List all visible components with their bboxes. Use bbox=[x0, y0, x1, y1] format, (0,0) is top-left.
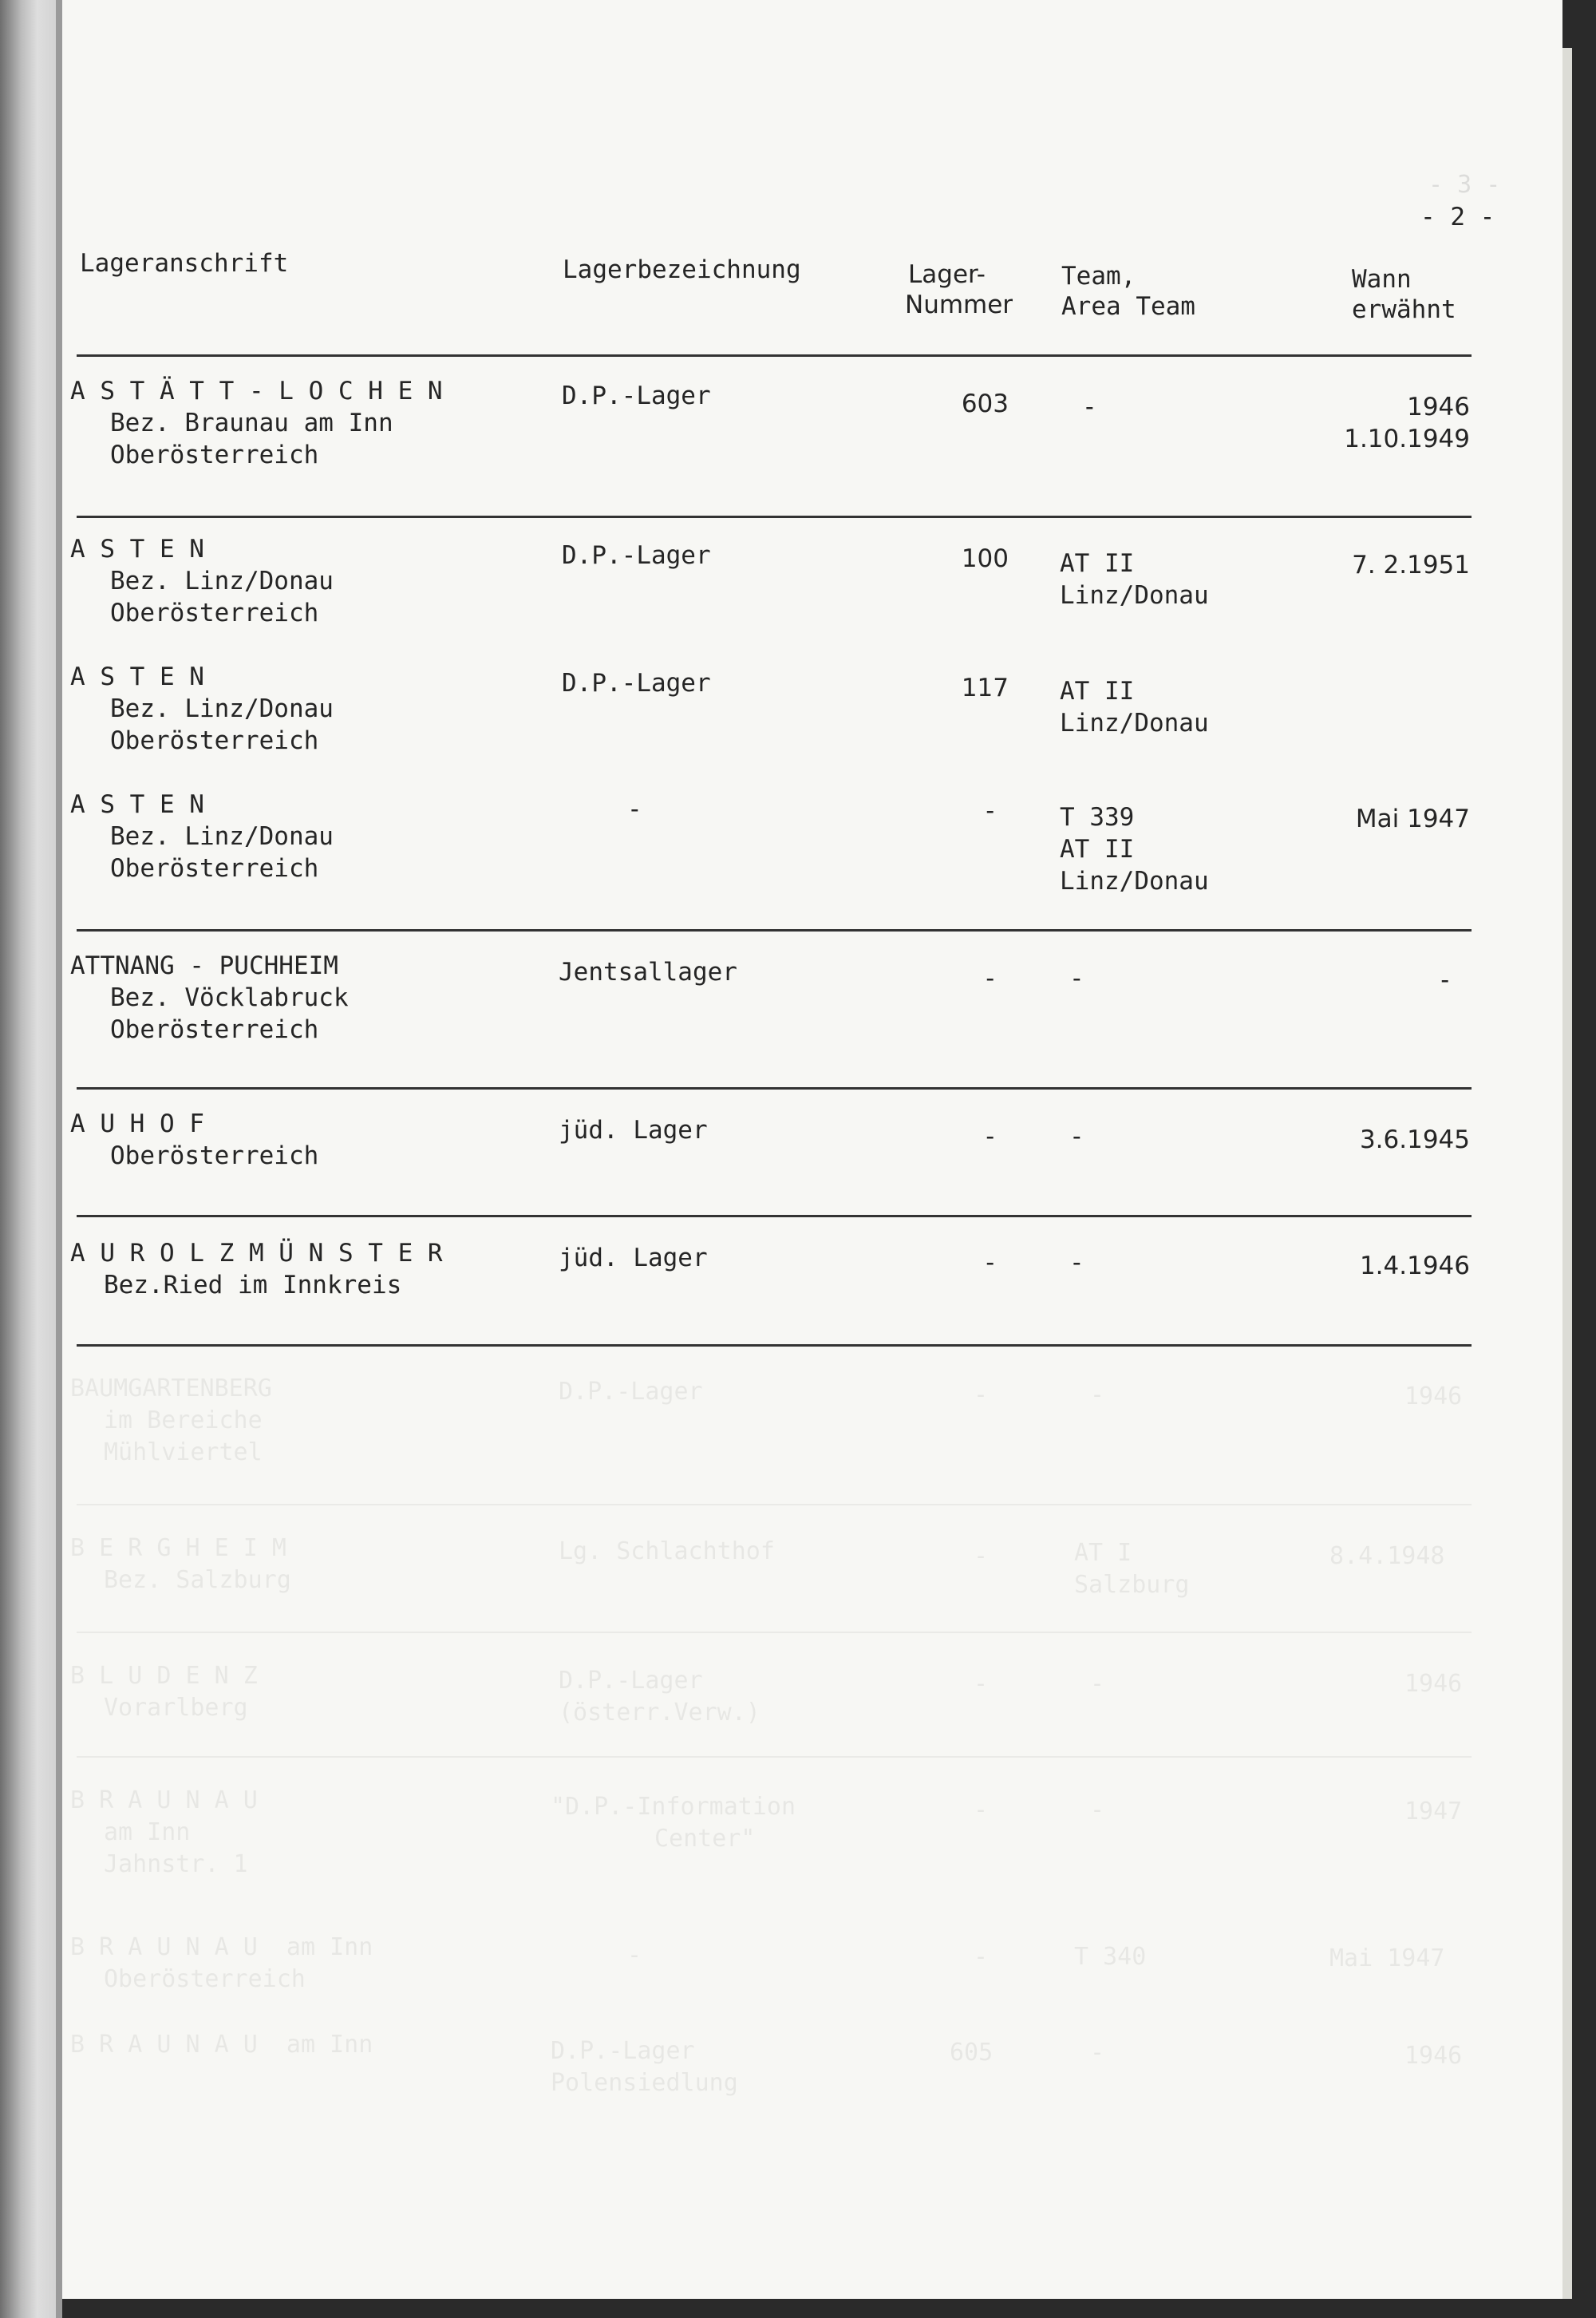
entry-place-name: A S T E N bbox=[70, 535, 204, 564]
header-number-2: Nummer bbox=[905, 291, 1013, 319]
bleed-place-name: B E R G H E I M bbox=[70, 1534, 286, 1562]
bleed-designation: D.P.-Lager bbox=[559, 1667, 703, 1695]
page-edge bbox=[1562, 48, 1572, 2318]
entry-date: 7. 2.1951 bbox=[1352, 551, 1470, 580]
header-mentioned-2: erwähnt bbox=[1352, 295, 1456, 324]
entry-district: Bez. Vöcklabruck bbox=[110, 983, 349, 1012]
bleed-district: im Bereiche bbox=[104, 1406, 263, 1434]
entry-number: - bbox=[982, 1122, 998, 1151]
bleed-team: - bbox=[1090, 1670, 1105, 1698]
entry-number: 603 bbox=[961, 390, 1009, 418]
bleed-team: T 340 bbox=[1074, 1943, 1147, 1971]
entry-district: Bez. Braunau am Inn bbox=[110, 409, 393, 437]
entry-designation: Jentsallager bbox=[559, 958, 737, 987]
bleed-place-name: B R A U N A U am Inn bbox=[70, 1933, 373, 1961]
bleed-designation: - bbox=[627, 1941, 642, 1969]
bleed-place-name: BAUMGARTENBERG bbox=[70, 1375, 272, 1402]
entry-designation: D.P.-Lager bbox=[562, 669, 711, 698]
bleed-date: 8.4.1948 bbox=[1329, 1542, 1445, 1570]
entry-team: - bbox=[1069, 1122, 1084, 1151]
entry-number: - bbox=[982, 1248, 998, 1277]
bleed-number: - bbox=[974, 1796, 989, 1824]
entry-number: 100 bbox=[961, 544, 1009, 573]
header-number-1: Lager- bbox=[908, 260, 986, 289]
entry-team: AT II bbox=[1060, 677, 1135, 706]
bleed-number: - bbox=[974, 1943, 989, 1971]
entry-place-name: A S T E N bbox=[70, 663, 204, 691]
entry-district: Bez. Linz/Donau bbox=[110, 567, 334, 595]
entry-designation: D.P.-Lager bbox=[562, 541, 711, 570]
bleed-region: Jahnstr. 1 bbox=[104, 1850, 248, 1878]
bleed-number: - bbox=[974, 1381, 989, 1409]
entry-team: - bbox=[1082, 393, 1097, 421]
entry-region: Oberösterreich bbox=[110, 1015, 319, 1044]
entry-region: Oberösterreich bbox=[110, 726, 319, 755]
bleed-designation: Lg. Schlachthof bbox=[559, 1537, 775, 1565]
entry-number: 117 bbox=[961, 674, 1009, 702]
bleed-rule bbox=[77, 1756, 1472, 1758]
bleed-district: Vorarlberg bbox=[104, 1694, 248, 1722]
row-rule bbox=[77, 1087, 1472, 1090]
spine-edge bbox=[56, 0, 62, 2318]
entry-district: Bez.Ried im Innkreis bbox=[104, 1271, 402, 1299]
entry-team: - bbox=[1069, 964, 1084, 993]
bleed-number: - bbox=[974, 1670, 989, 1698]
entry-region: Oberösterreich bbox=[110, 441, 319, 469]
entry-designation: - bbox=[627, 795, 642, 824]
bleed-place-name: B R A U N A U bbox=[70, 1786, 258, 1814]
bleed-designation-2: Polensiedlung bbox=[551, 2069, 738, 2097]
header-team-1: Team, bbox=[1061, 262, 1136, 291]
entry-date: 1946 bbox=[1407, 393, 1470, 421]
entry-place-name: A S T Ä T T - L O C H E N bbox=[70, 377, 443, 405]
bleed-rule bbox=[77, 1632, 1472, 1633]
page-number: - 2 - bbox=[1420, 203, 1495, 231]
entry-date-2: 1.10.1949 bbox=[1344, 425, 1470, 453]
bleed-designation: "D.P.-Information bbox=[551, 1793, 796, 1821]
entry-place-name: A U H O F bbox=[70, 1110, 204, 1138]
entry-district: Bez. Linz/Donau bbox=[110, 694, 334, 723]
entry-date: 1.4.1946 bbox=[1359, 1252, 1470, 1280]
entry-region: Oberösterreich bbox=[110, 599, 319, 627]
entry-region: Oberösterreich bbox=[110, 854, 319, 883]
bleed-rule bbox=[77, 1504, 1472, 1505]
entry-number: - bbox=[982, 964, 998, 993]
bleed-team: - bbox=[1090, 2039, 1105, 2067]
entry-team: - bbox=[1069, 1248, 1084, 1277]
entry-district: Bez. Linz/Donau bbox=[110, 822, 334, 851]
row-rule bbox=[77, 516, 1472, 518]
header-rule bbox=[77, 354, 1472, 357]
bleed-date: Mai 1947 bbox=[1329, 1944, 1445, 1972]
bleed-district: Bez. Salzburg bbox=[104, 1566, 291, 1594]
entry-team: AT II bbox=[1060, 549, 1135, 578]
bleed-designation-2: (österr.Verw.) bbox=[559, 1699, 760, 1727]
bleed-number: 605 bbox=[950, 2039, 994, 2067]
bleed-designation: D.P.-Lager bbox=[559, 1378, 703, 1406]
header-address: Lageranschrift bbox=[80, 249, 289, 278]
bleed-team: - bbox=[1090, 1381, 1105, 1409]
entry-designation: D.P.-Lager bbox=[562, 382, 711, 410]
entry-date: Mai 1947 bbox=[1355, 805, 1470, 833]
entry-place-name: A U R O L Z M Ü N S T E R bbox=[70, 1239, 443, 1268]
entry-place-name: A S T E N bbox=[70, 790, 204, 819]
book-spine bbox=[0, 0, 62, 2318]
bleed-date: 1946 bbox=[1404, 1670, 1463, 1698]
header-team-2: Area Team bbox=[1061, 292, 1195, 321]
entry-designation: jüd. Lager bbox=[559, 1244, 708, 1272]
entry-team-location: Linz/Donau bbox=[1060, 867, 1209, 896]
bleed-place-name: B R A U N A U am Inn bbox=[70, 2031, 373, 2059]
header-mentioned-1: Wann bbox=[1352, 265, 1412, 294]
entry-designation: jüd. Lager bbox=[559, 1116, 708, 1145]
header-designation: Lagerbezeichnung bbox=[563, 255, 801, 284]
entry-team: T 339 bbox=[1060, 803, 1135, 832]
row-rule bbox=[77, 929, 1472, 932]
entry-region: Oberösterreich bbox=[110, 1141, 319, 1170]
bleed-date: 1946 bbox=[1404, 1382, 1463, 1410]
bleed-district: am Inn bbox=[104, 1818, 191, 1846]
page-bottom-shadow bbox=[62, 2299, 1572, 2318]
bleed-designation: D.P.-Lager bbox=[551, 2037, 695, 2065]
entry-team-location: Linz/Donau bbox=[1060, 581, 1209, 610]
bleed-date: 1947 bbox=[1404, 1798, 1463, 1826]
bleed-date: 1946 bbox=[1404, 2042, 1463, 2070]
row-rule bbox=[77, 1344, 1472, 1347]
bleed-team-location: Salzburg bbox=[1074, 1571, 1190, 1599]
bleed-number: - bbox=[974, 1542, 989, 1570]
bleed-team: AT I bbox=[1074, 1539, 1132, 1567]
bleed-designation-2: Center" bbox=[654, 1825, 756, 1853]
bleed-district: Oberösterreich bbox=[104, 1965, 306, 1993]
entry-date: 3.6.1945 bbox=[1359, 1125, 1470, 1154]
entry-place-name: ATTNANG - PUCHHEIM bbox=[70, 951, 338, 980]
entry-team-location: Linz/Donau bbox=[1060, 709, 1209, 738]
bleed-team: - bbox=[1090, 1796, 1105, 1824]
bleed-place-name: B L U D E N Z bbox=[70, 1662, 258, 1690]
ghost-page-number: - 3 - bbox=[1428, 171, 1501, 199]
entry-team-unit: AT II bbox=[1060, 835, 1135, 864]
entry-number: - bbox=[982, 797, 998, 825]
entry-date: - bbox=[1437, 966, 1452, 995]
bleed-region: Mühlviertel bbox=[104, 1438, 263, 1466]
row-rule bbox=[77, 1215, 1472, 1217]
